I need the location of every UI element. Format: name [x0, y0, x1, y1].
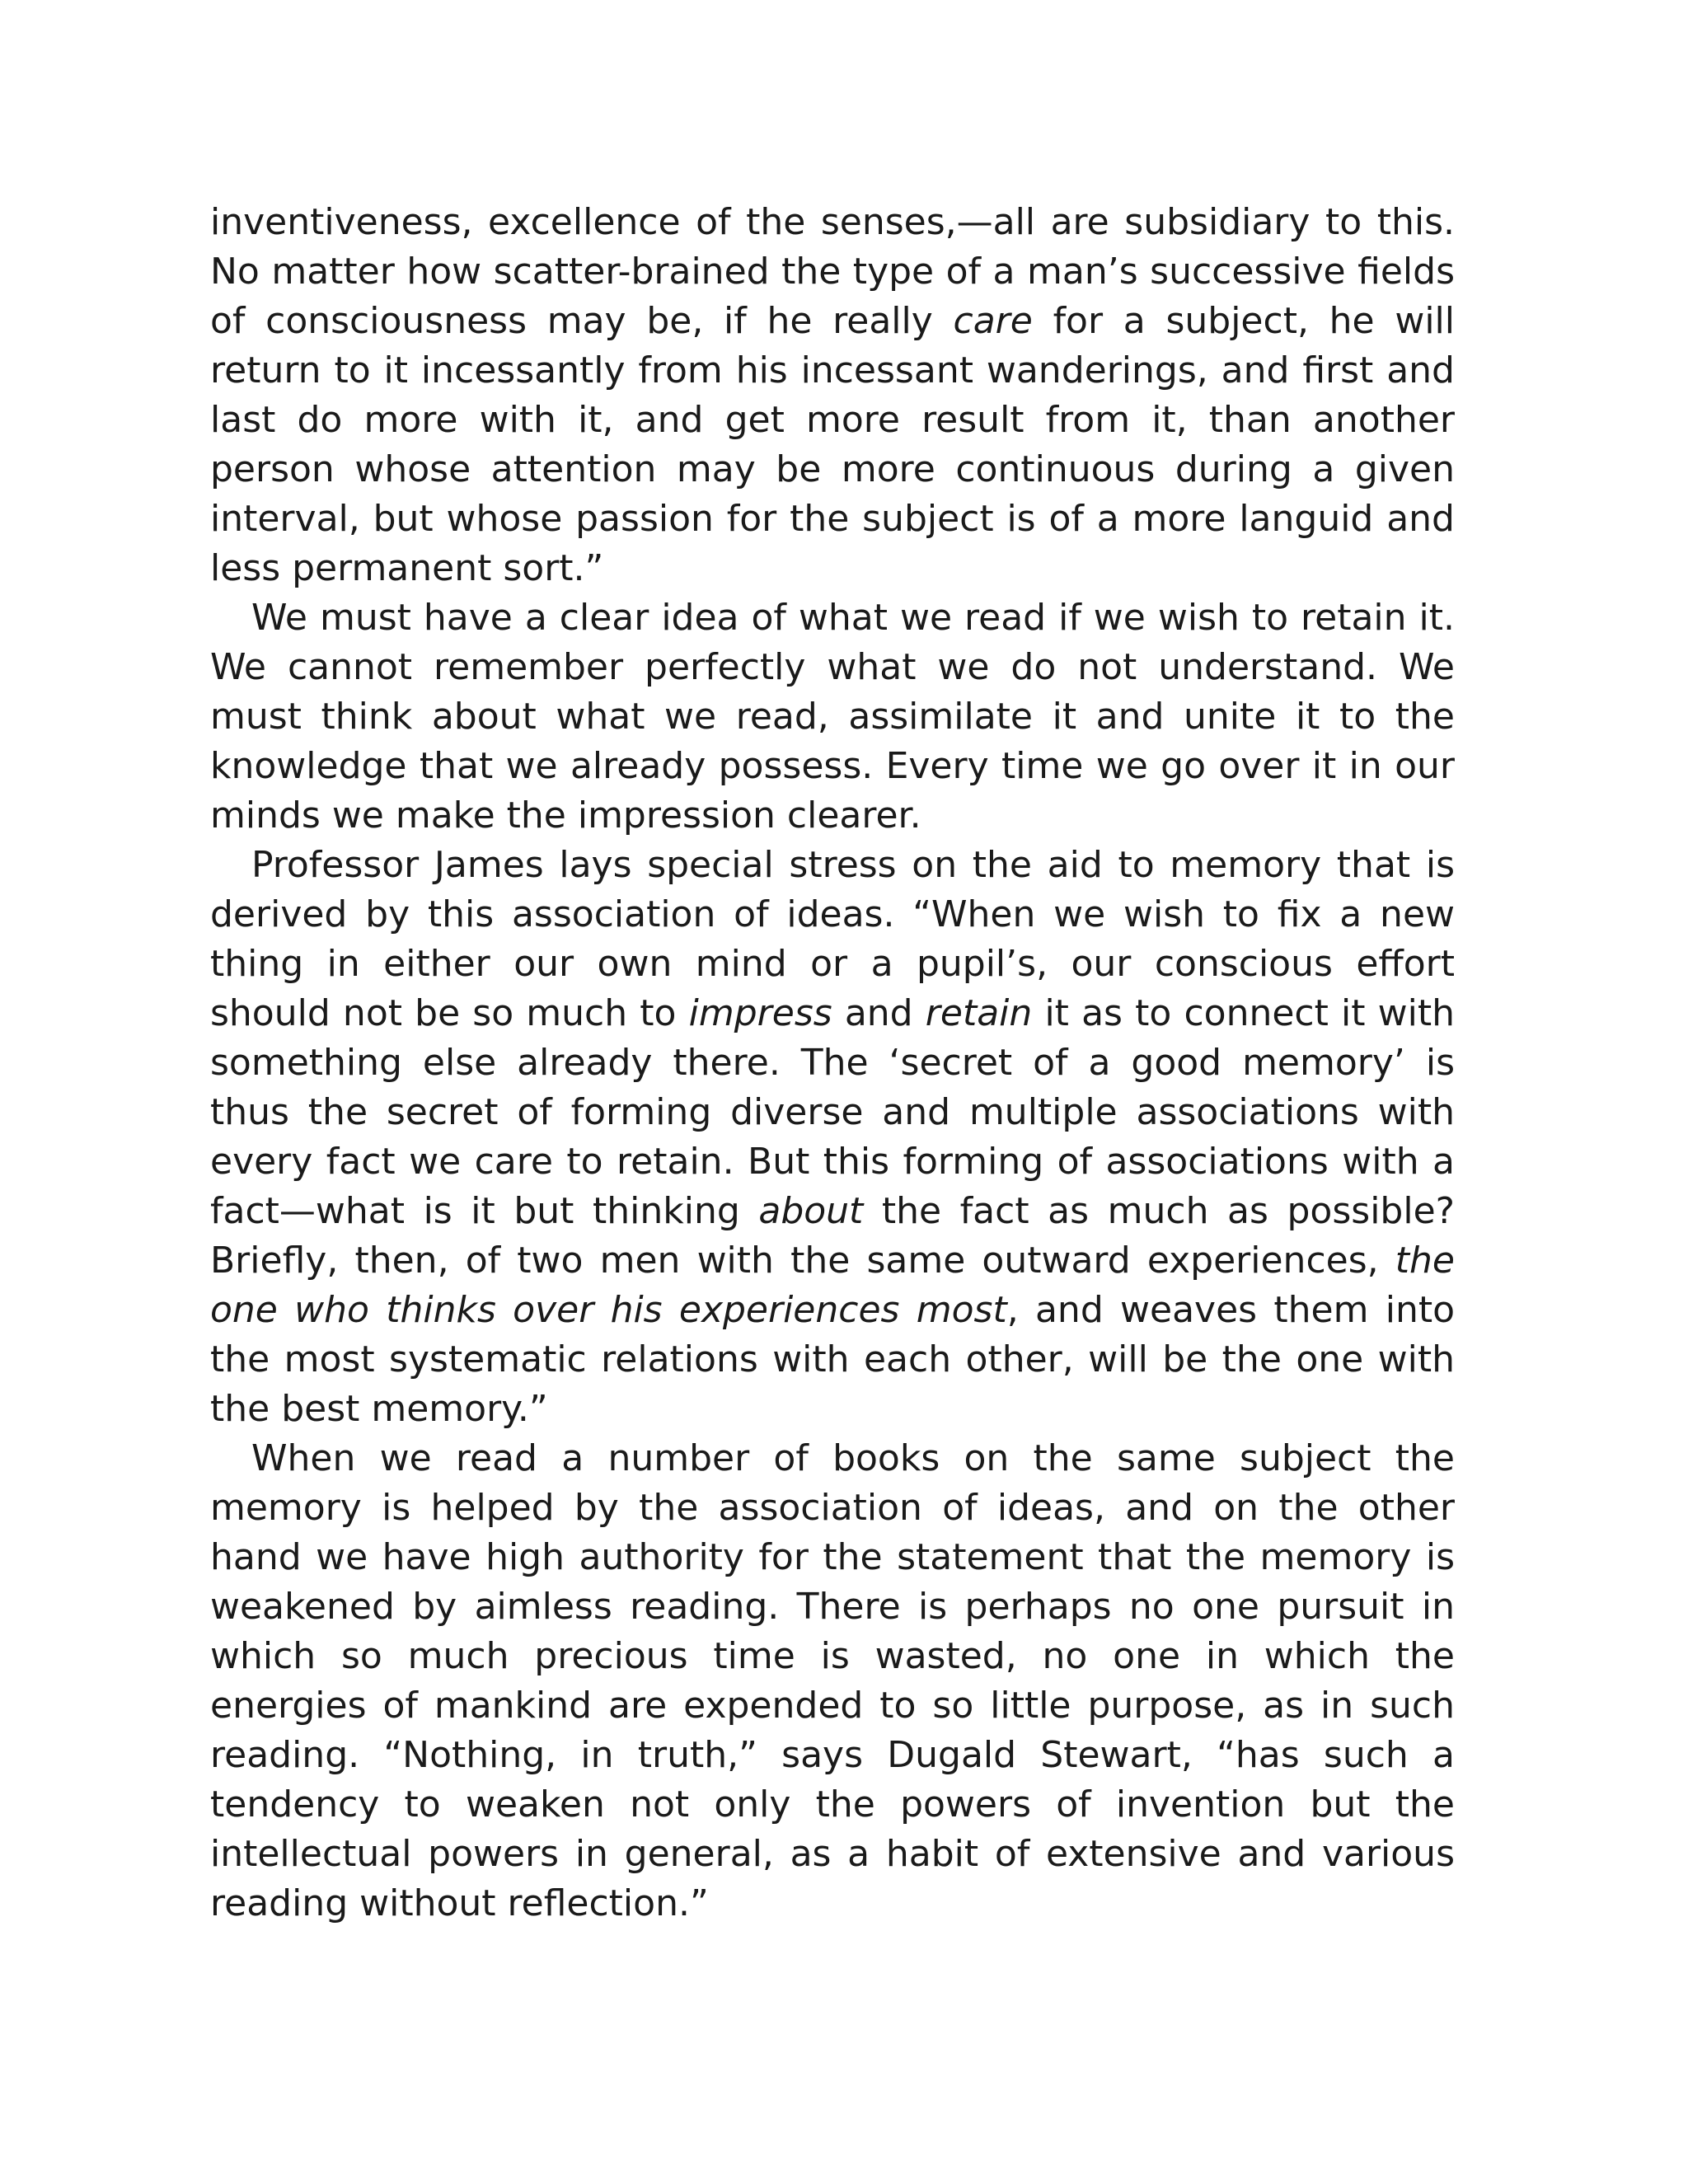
paragraph-1-segment-1: inventiveness, excellence of the senses,—all are subsidiary to this. No matter how scatter-brained the type of a man’s successive fields of consciousness may be, if he really	[210, 201, 1455, 342]
paragraph-4	[210, 1434, 1455, 1929]
paragraph-3-emphasis-about: about	[758, 1190, 864, 1232]
paragraph-2-segment-1: We must have a clear idea of what we read if we wish to retain it. We cannot remember perfectly what we do not understand. We must think about what we read, assimilate it and unite it to the knowledge that we already possess. Every time we go over it in our minds we make the impression clearer.	[210, 597, 1455, 837]
paragraph-3-segment-3: and	[832, 992, 926, 1034]
paragraph-1-emphasis-care: care	[953, 300, 1033, 342]
paragraph-3-emphasis-retain: retain	[925, 992, 1033, 1034]
paragraph-3-segment-5: it as to connect it with something else already there. The ‘secret of a good memory’ is thus the secret of forming diverse and multiple associations with every fact we care to retain. But this forming of associations with a fact—what is it but thinking	[210, 992, 1455, 1232]
paragraph-2	[210, 593, 1455, 841]
paragraph-1-segment-3: for a subject, he will return to it incessantly from his incessant wanderings, and first and last do more with it, and get more result from it, than another person whose attention may be more continuous during a given interval, but whose passion for the subject is of a more languid and less permanent sort.”	[210, 300, 1455, 589]
paragraph-3-segment-1: Professor James lays special stress on the aid to memory that is derived by this association of ideas. “When we wish to fix a new thing in either our own mind or a pupil’s, our conscious effort should not be so much to	[210, 844, 1455, 1034]
paragraph-1	[210, 198, 1455, 593]
paragraph-3-emphasis-the-one-who: the one who thinks over his experiences most	[210, 1240, 1455, 1331]
paragraph-3-segment-7: the fact as much as possible? Briefly, then, of two men with the same outward experiences,	[210, 1190, 1455, 1282]
paragraph-3-emphasis-impress: impress	[688, 992, 832, 1034]
paragraph-4-segment-1: When we read a number of books on the same subject the memory is helped by the association of ideas, and on the other hand we have high authority for the statement that the memory is weakened by aimless reading. There is perhaps no one pursuit in which so much precious time is wasted, no one in which the energies of mankind are expended to so little purpose, as in such reading. “Nothing, in truth,” says Dugald Stewart, “has such a tendency to weaken not only the powers of invention but the intellectual powers in general, as a habit of extensive and various reading without reflection.”	[210, 1437, 1455, 1924]
body-text	[210, 198, 1455, 1929]
paragraph-3	[210, 841, 1455, 1434]
paragraph-3-segment-9: , and weaves them into the most systematic relations with each other, will be the one with the best memory.”	[210, 1289, 1456, 1430]
